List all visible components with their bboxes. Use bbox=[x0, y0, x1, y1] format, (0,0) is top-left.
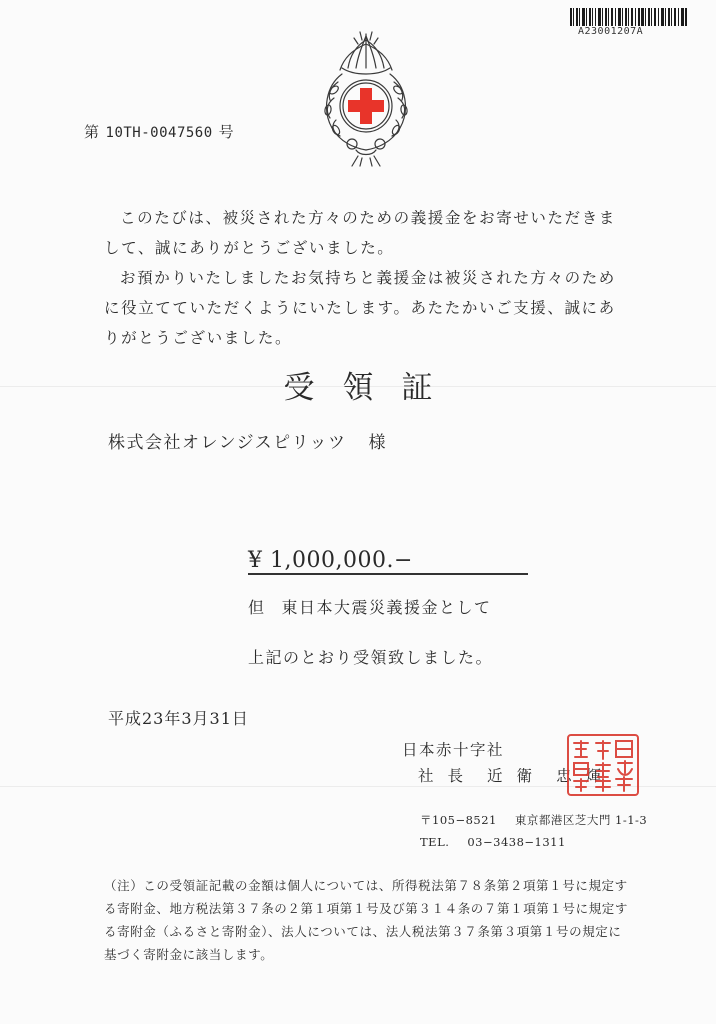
purpose-tadashi: 但 bbox=[248, 598, 266, 617]
document-title: 受領証 bbox=[283, 370, 461, 406]
body-line-2: して、誠にありがとうございました。 bbox=[104, 239, 395, 257]
red-cross-emblem-icon bbox=[312, 28, 420, 168]
issuer-president: 社 長 近 衛 忠 煇 bbox=[418, 767, 602, 785]
document-number-prefix: 第 bbox=[84, 123, 100, 141]
issuer-telephone bbox=[420, 835, 566, 849]
purpose-text: 東日本大震災義援金として bbox=[281, 598, 492, 617]
note-line: （注）この受領証記載の金額は個人については、所得税法第７８条第２項第１号に規定す bbox=[104, 878, 628, 893]
body-line-3: お預かりいたしましたお気持ちと義援金は被災された方々のため bbox=[120, 269, 616, 287]
recipient bbox=[108, 428, 387, 453]
amount-underline bbox=[248, 573, 528, 575]
body-line-1: このたびは、被災された方々のための義援金をお寄せいただきま bbox=[120, 209, 616, 227]
tax-note bbox=[104, 874, 644, 966]
address-location: 東京都港区芝大門 1-1-3 bbox=[514, 813, 648, 827]
document-number-value: 10TH-0047560 bbox=[105, 125, 213, 141]
purpose-line bbox=[248, 595, 492, 618]
document-number-suffix: 号 bbox=[218, 123, 235, 141]
note-line: る寄附金、地方税法第３７条の２第１項第１号及び第３１４条の７第１項第１号に規定す bbox=[104, 901, 629, 916]
barcode-icon bbox=[570, 8, 688, 26]
confirmation-line: 上記のとおり受領致しました。 bbox=[248, 648, 494, 667]
note-line: 基づく寄附金に該当します。 bbox=[104, 947, 274, 962]
body-line-5: りがとうございました。 bbox=[104, 329, 293, 347]
issuer-address bbox=[420, 812, 647, 828]
official-seal-icon bbox=[566, 733, 640, 797]
body-line-4: に役立てていただくようにいたします。あたたかいご支援、誠にあ bbox=[104, 299, 616, 317]
recipient-honorific: 様 bbox=[368, 433, 387, 453]
note-line: る寄附金（ふるさと寄附金）、法人については、法人税法第３７条第３項第１号の規定に bbox=[104, 924, 622, 939]
document-number bbox=[84, 121, 234, 142]
telephone-number: 03−3438−1311 bbox=[467, 835, 566, 849]
postal-code: 〒105−8521 bbox=[420, 813, 497, 827]
barcode-number: A23001207A bbox=[578, 26, 644, 37]
donation-amount: ¥ 1,000,000.− bbox=[248, 548, 413, 573]
issuer-organization: 日本赤十字社 bbox=[402, 741, 505, 759]
recipient-name: 株式会社オレンジスピリッツ bbox=[108, 433, 347, 453]
telephone-label: TEL. bbox=[420, 835, 450, 849]
issue-date: 平成23年3月31日 bbox=[108, 709, 249, 728]
